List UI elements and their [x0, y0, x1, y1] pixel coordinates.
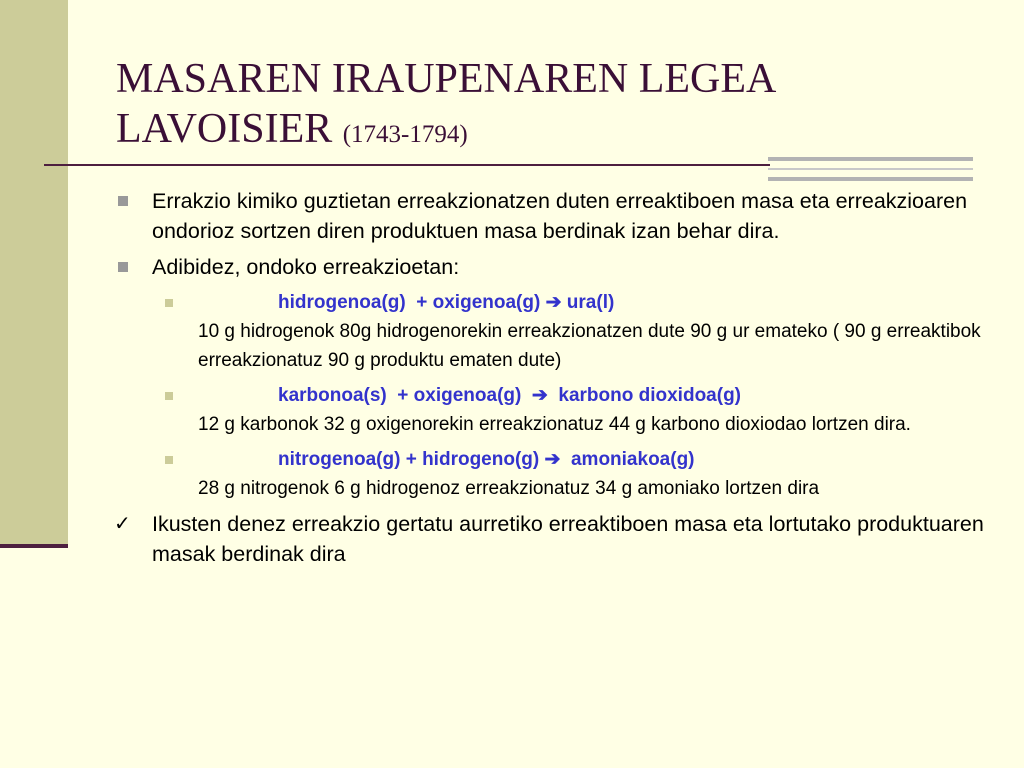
reaction-item — [112, 288, 992, 375]
title-accent-lines — [768, 157, 973, 181]
square-bullet-icon — [118, 196, 128, 206]
reaction-item — [112, 381, 992, 439]
bullet-text: Adibidez, ondoko erreakzioetan: — [152, 255, 460, 279]
reaction-equation — [198, 381, 992, 410]
reaction-reactants: nitrogenoa(g) + hidrogeno(g) — [278, 449, 540, 470]
arrow-icon: ➔ — [544, 449, 561, 470]
bullet-item — [112, 186, 992, 246]
reaction-description: 12 g karbonok 32 g oxigenorekin erreakzionatuz 44 g karbono dioxiodao lortzen dira. — [198, 414, 911, 435]
square-bullet-icon — [165, 456, 173, 464]
reaction-description: 10 g hidrogenok 80g hidrogenorekin erreakzionatzen dute 90 g ur emateko ( 90 g erreaktibok erreakzionatuz 90 g produktu ematen dute) — [198, 321, 981, 371]
reaction-reactants: karbonoa(s) + oxigenoa(g) — [278, 385, 522, 406]
conclusion-text: Ikusten denez erreakzio gertatu aurretiko erreaktiboen masa eta lortutako produktuaren masak berdinak dira — [152, 512, 984, 566]
reaction-reactants: hidrogenoa(g) + oxigenoa(g) — [278, 292, 541, 313]
square-bullet-icon — [165, 299, 173, 307]
side-bar — [0, 0, 68, 548]
reaction-description: 28 g nitrogenok 6 g hidrogenoz erreakzionatuz 34 g amoniako lortzen dira — [198, 478, 820, 499]
reaction-item — [112, 445, 992, 503]
bullet-text: Errakzio kimiko guztietan erreakzionatzen duten erreaktiboen masa eta erreakzioaren ondorioz sortzen diren produktuen masa berdinak izan behar dira. — [152, 189, 968, 243]
title-rule — [44, 164, 770, 166]
arrow-icon: ➔ — [531, 385, 548, 406]
conclusion-item — [112, 509, 992, 569]
reaction-equation — [198, 288, 992, 317]
checkmark-icon: ✓ — [114, 513, 131, 535]
side-bar-rule — [0, 544, 68, 548]
title-line-1: MASAREN IRAUPENAREN LEGEA — [116, 56, 777, 102]
reaction-product: ura(l) — [566, 292, 615, 313]
title-line-2: LAVOISIER — [116, 106, 333, 152]
square-bullet-icon — [165, 392, 173, 400]
slide-content — [112, 186, 992, 575]
square-bullet-icon — [118, 262, 128, 272]
arrow-icon: ➔ — [545, 292, 562, 313]
reaction-product: karbono dioxidoa(g) — [558, 385, 741, 406]
bullet-item — [112, 252, 992, 282]
title-years: (1743-1794) — [342, 121, 468, 148]
reaction-equation — [198, 445, 992, 474]
slide-title — [116, 54, 976, 160]
reaction-product: amoniakoa(g) — [570, 449, 695, 470]
